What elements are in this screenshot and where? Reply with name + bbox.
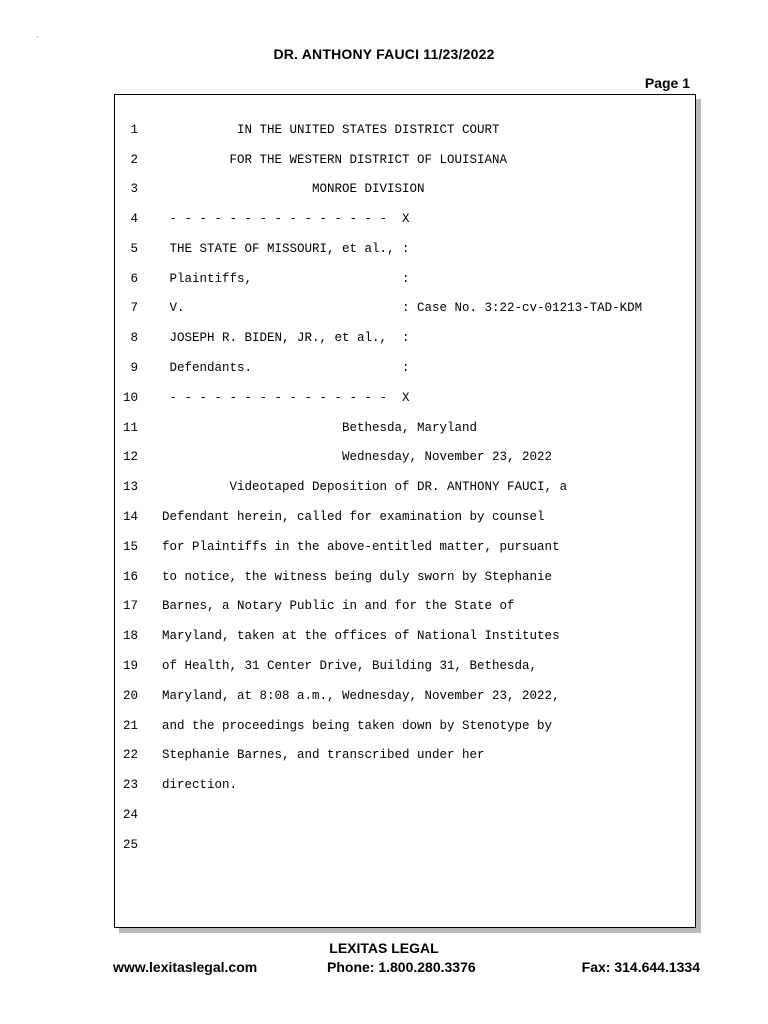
line-number: 6	[130, 272, 138, 286]
line-number: 17	[122, 599, 138, 613]
line-text: V. : Case No. 3:22-cv-01213-TAD-KDM	[162, 301, 643, 315]
transcript-line	[114, 477, 696, 497]
transcript-line	[114, 150, 696, 170]
line-text: Plaintiffs, :	[162, 272, 410, 286]
line-text: Defendants. :	[162, 361, 410, 375]
line-text: IN THE UNITED STATES DISTRICT COURT	[162, 123, 500, 137]
line-text: THE STATE OF MISSOURI, et al., :	[162, 242, 410, 256]
line-text: and the proceedings being taken down by Stenotype by	[162, 719, 553, 733]
line-number: 4	[130, 212, 138, 226]
line-number: 19	[122, 659, 138, 673]
footer-fax: Fax: 314.644.1334	[581, 959, 700, 975]
transcript-line	[114, 209, 696, 229]
transcript-line	[114, 298, 696, 318]
document-header-title: DR. ANTHONY FAUCI 11/23/2022	[273, 46, 495, 62]
line-text: for Plaintiffs in the above-entitled matter, pursuant	[162, 540, 560, 554]
line-text: Wednesday, November 23, 2022	[162, 450, 553, 464]
line-number: 16	[122, 570, 138, 584]
line-text: Stephanie Barnes, and transcribed under her	[162, 748, 485, 762]
transcript-line	[114, 596, 696, 616]
line-number: 10	[122, 391, 138, 405]
transcript-line	[114, 775, 696, 795]
transcript-line	[114, 447, 696, 467]
line-number: 3	[130, 182, 138, 196]
transcript-line	[114, 745, 696, 765]
footer-company-name: LEXITAS LEGAL	[329, 940, 439, 956]
line-number: 20	[122, 689, 138, 703]
transcript-line	[114, 239, 696, 259]
line-text: - - - - - - - - - - - - - - - X	[162, 391, 410, 405]
line-number: 18	[122, 629, 138, 643]
line-text: Videotaped Deposition of DR. ANTHONY FAUCI, a	[162, 480, 568, 494]
line-number: 2	[130, 153, 138, 167]
line-text: MONROE DIVISION	[162, 182, 425, 196]
line-number: 23	[122, 778, 138, 792]
line-text: Bethesda, Maryland	[162, 421, 478, 435]
line-number: 11	[122, 421, 138, 435]
transcript-line	[114, 537, 696, 557]
transcript-line	[114, 358, 696, 378]
transcript-line	[114, 686, 696, 706]
transcript-line	[114, 716, 696, 736]
line-number: 5	[130, 242, 138, 256]
scan-speck	[37, 36, 38, 37]
transcript-line	[114, 507, 696, 527]
line-number: 25	[122, 838, 138, 852]
line-number: 21	[122, 719, 138, 733]
line-text: Maryland, at 8:08 a.m., Wednesday, November 23, 2022,	[162, 689, 560, 703]
line-text: Defendant herein, called for examination by counsel	[162, 510, 545, 524]
line-text: Maryland, taken at the offices of National Institutes	[162, 629, 560, 643]
line-text: Barnes, a Notary Public in and for the State of	[162, 599, 515, 613]
transcript-line	[114, 120, 696, 140]
line-number: 22	[122, 748, 138, 762]
transcript-line	[114, 328, 696, 348]
line-text: direction.	[162, 778, 238, 792]
line-number: 13	[122, 480, 138, 494]
transcript-line	[114, 656, 696, 676]
line-text: - - - - - - - - - - - - - - - X	[162, 212, 410, 226]
line-text: FOR THE WESTERN DISTRICT OF LOUISIANA	[162, 153, 508, 167]
transcript-line	[114, 179, 696, 199]
line-text: JOSEPH R. BIDEN, JR., et al., :	[162, 331, 410, 345]
line-text: to notice, the witness being duly sworn by Stephanie	[162, 570, 553, 584]
footer-website: www.lexitaslegal.com	[113, 959, 258, 975]
line-number: 24	[122, 808, 138, 822]
transcript-line	[114, 418, 696, 438]
line-text: of Health, 31 Center Drive, Building 31, Bethesda,	[162, 659, 538, 673]
line-number: 1	[130, 123, 138, 137]
transcript-line	[114, 835, 696, 855]
line-number: 7	[130, 301, 138, 315]
page-number: Page 1	[644, 75, 690, 91]
line-number: 12	[122, 450, 138, 464]
line-number: 15	[122, 540, 138, 554]
line-number: 14	[122, 510, 138, 524]
footer-phone: Phone: 1.800.280.3376	[327, 959, 476, 975]
transcript-line	[114, 269, 696, 289]
transcript-line	[114, 388, 696, 408]
line-number: 8	[130, 331, 138, 345]
transcript-line	[114, 805, 696, 825]
line-number: 9	[130, 361, 138, 375]
transcript-line	[114, 567, 696, 587]
transcript-line	[114, 626, 696, 646]
